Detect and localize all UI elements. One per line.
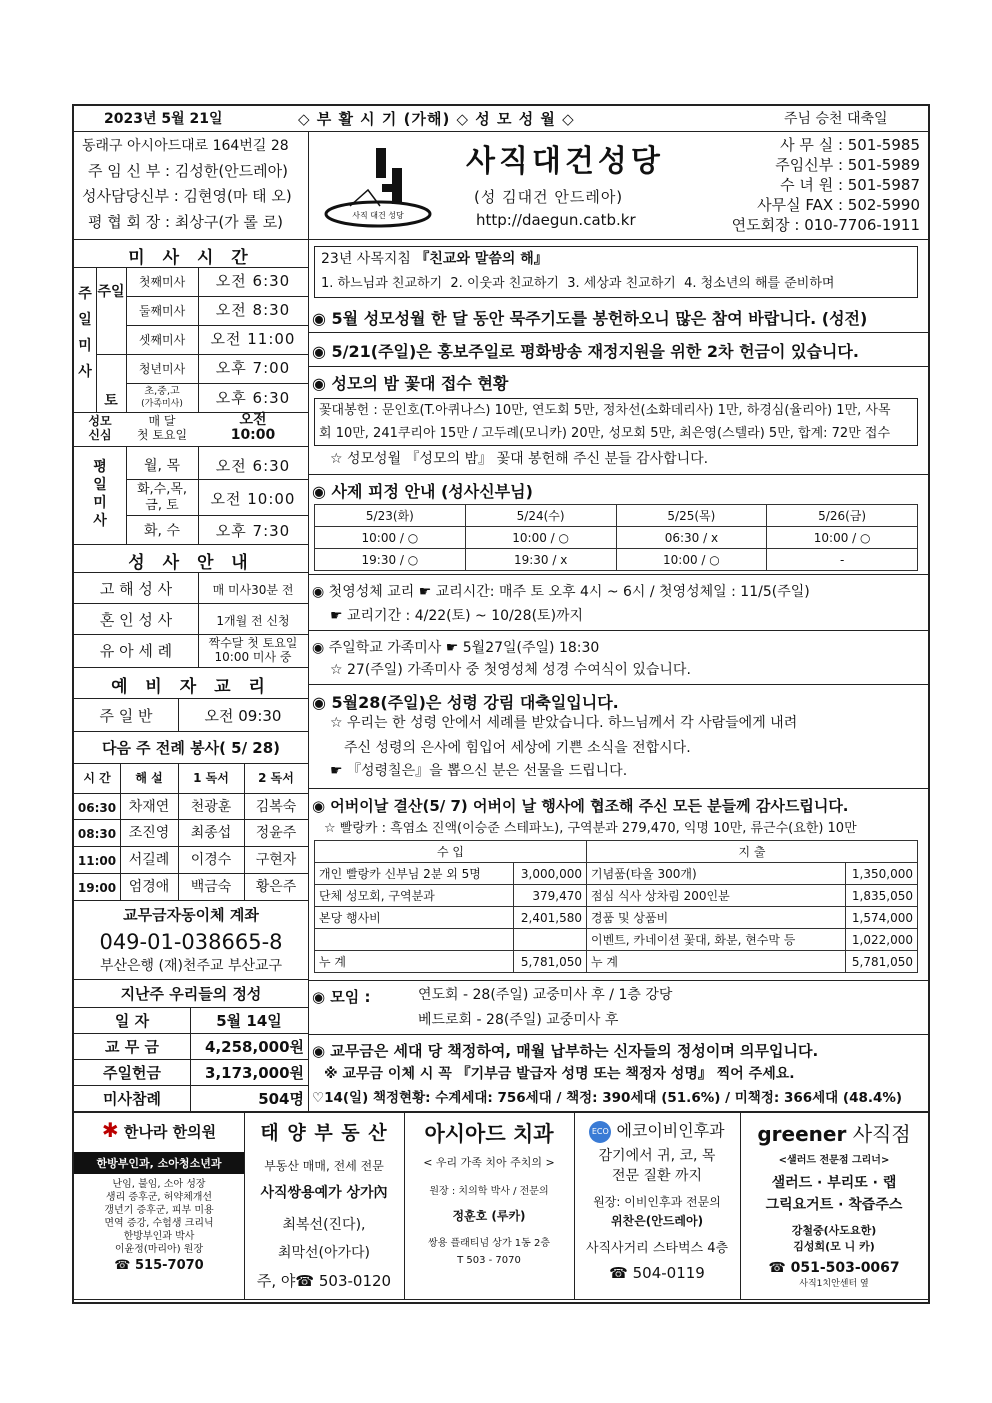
tithe-label: 교 무 금 — [105, 1038, 159, 1056]
sunday-school-line: ☆ 27(주일) 가족미사 중 첫영성체 성경 수여식이 있습니다. — [330, 662, 691, 678]
phone-office: 사 무 실 : 501-5985 — [780, 136, 920, 154]
tithe-notice: ◉ 교무금은 세대 당 책정하여, 매월 납부하는 신자들의 정성이며 의무입니다. — [312, 1042, 819, 1060]
servers-row-reader2: 황은주 — [255, 879, 297, 895]
servers-row-time: 06:30 — [77, 801, 117, 815]
devotion-label: 성모 신심 — [88, 414, 112, 442]
phone-list — [732, 135, 920, 235]
saturday-mass-time: 오후 6:30 — [215, 389, 291, 407]
parents-day-palanca: ☆ 빨랑카 : 흑염소 진액(이승준 스테파노), 구역분과 279,470, 익명 10만, 류근수(요한) 10만 — [324, 821, 857, 836]
sunday-collection-value: 3,173,000원 — [205, 1064, 304, 1082]
eco-logo-icon: ECO — [589, 1121, 611, 1143]
mass-time-2: 오전 8:30 — [215, 301, 291, 319]
flower-title: ◉ 성모의 밤 꽃대 접수 현황 — [312, 374, 509, 393]
baptism-label: 유 아 세 례 — [99, 642, 173, 660]
servers-title: 다음 주 전례 봉사( 5/ 28) — [101, 739, 281, 757]
parish-patron: (성 김대건 안드레아) — [474, 188, 624, 206]
servers-row-commentator: 차재연 — [128, 799, 170, 815]
ad-taeyang-realestate: 태 양 부 동 산 부동산 매매, 전세 전문 사직쌍용예가 상가內 최복선(진다), 최막선(아가다) 주, 야☎ 503-0120 — [256, 1122, 392, 1290]
servers-row-time: 19:00 — [77, 881, 117, 895]
motto-items: 1. 하느님과 친교하기 2. 이웃과 친교하기 3. 세상과 친교하기 4. 청소년의 해를 준비하며 — [321, 276, 835, 291]
flower-icon: ✱ — [101, 1118, 119, 1142]
flower-thanks: ☆ 성모성월 『성모의 밤』 꽃대 봉헌해 주신 분들 감사합니다. — [330, 451, 709, 467]
weekday-time-2: 오전 10:00 — [210, 490, 296, 508]
servers-header-reading1: 1 독서 — [193, 771, 229, 785]
feast-day: 주님 승천 대축일 — [784, 111, 888, 127]
parents-day-title: ◉ 어버이날 결산(5/ 7) 어버이 날 행사에 협조해 주신 모든 분들께 감사드립니다. — [312, 797, 849, 815]
tithe-value: 4,258,000원 — [205, 1038, 304, 1056]
saturday-label: 토 — [104, 393, 118, 409]
meeting-2: 베드로회 - 28(주일) 교중미사 후 — [418, 1012, 619, 1028]
sunday-mass-label: 주일미사 — [78, 286, 92, 380]
servers-row-reader1: 천광훈 — [190, 799, 232, 815]
mass-name-4: 청년미사 — [138, 362, 186, 376]
servers-row-commentator: 서길례 — [128, 852, 170, 868]
pastoral-motto-box — [314, 246, 918, 298]
ad-greener: greener 사직점 <샐러드 전문점 그리너> 샐러드 · 부리또 · 랩 그릭요거트 · 착즙주스 강철중(사도요한) 김성희(모 니 카) ☎ 051-503-0067 사직1치안센터 옆 — [757, 1122, 911, 1289]
servers-row-reader2: 김복숙 — [255, 799, 297, 815]
servers-row-reader2: 구현자 — [255, 852, 297, 868]
devotion-day: 매 달 첫 토요일 — [136, 414, 188, 442]
mass-name-2: 둘째미사 — [138, 304, 186, 318]
settlement-table: 수 입 지 출 개인 빨랑카 신부님 2분 외 5명 3,000,000 기념품(타올 300개) 1,350,000 단체 성모회, 구역분과 379,470 점심 식사 상차림 200인분 1,835,050 본당 행사비 2,401,580 경품 및 상품비 1,574,000 이벤트, 카네이션 꽃대, 화분, 현수막 등 1,022,000 누 계 5,781,050 누 계 5,781,050 — [314, 840, 918, 973]
baptism-value: 짝수달 첫 토요일 10:00 미사 중 — [208, 636, 298, 664]
marriage-value: 1개월 전 신청 — [216, 614, 290, 628]
meeting-1: 연도회 - 28(주일) 교중미사 후 / 1층 강당 — [418, 987, 673, 1003]
pentecost-title: ◉ 5월28(주일)은 성령 강림 대축일입니다. — [312, 693, 619, 712]
phone-pastor: 주임신부 : 501-5989 — [775, 156, 920, 174]
pentecost-line-2: 주신 성령의 은사에 힘입어 세상에 기쁜 소식을 전합시다. — [344, 740, 691, 756]
assistant-priest: 성사담당신부 : 김현영(마 태 오) — [82, 187, 292, 205]
confession-value: 매 미사30분 전 — [212, 583, 294, 597]
account-title: 교무금자동이체 계좌 — [123, 906, 259, 924]
phone-fax: 사무실 FAX : 502-5990 — [757, 196, 920, 214]
weekday-day-2: 화,수,목, 금, 토 — [136, 482, 188, 513]
servers-row-reader1: 백금숙 — [190, 879, 232, 895]
meeting-label: ◉ 모임 : — [312, 988, 371, 1006]
weekday-mass-label: 평일미사 — [93, 459, 107, 529]
bulletin-page — [72, 104, 930, 1304]
council-president: 평 협 회 장 : 최상구(가 롤 로) — [88, 213, 284, 231]
bulletin-date: 2023년 5월 21일 — [104, 111, 223, 127]
sunday-collection-label: 주일헌금 — [103, 1064, 161, 1082]
sunday-school-title: ◉ 주일학교 가족미사 ☛ 5월27일(주일) 18:30 — [312, 640, 600, 656]
offering-title: 지난주 우리들의 정성 — [120, 985, 262, 1003]
servers-row-reader2: 정윤주 — [255, 825, 297, 841]
sacraments-title: 성 사 안 내 — [128, 553, 254, 573]
servers-row-reader1: 최종섭 — [190, 825, 232, 841]
weekday-day-3: 화, 수 — [144, 523, 180, 539]
mass-times-title: 미 사 시 간 — [128, 248, 254, 268]
marriage-label: 혼 인 성 사 — [99, 611, 173, 629]
servers-header-time: 시 간 — [83, 771, 111, 785]
offering-date-label: 일 자 — [114, 1012, 150, 1030]
weekday-day-1: 월, 목 — [144, 458, 180, 474]
saturday-mass-name: 초,중,고 (가족미사) — [141, 386, 183, 409]
first-communion-period: ☛ 교리기간 : 4/22(토) ~ 10/28(토)까지 — [330, 608, 584, 624]
catechumen-time: 오전 09:30 — [204, 707, 282, 725]
account-number: 049-01-038665-8 — [99, 930, 283, 954]
retreat-table: 5/23(화) 5/24(수) 5/25(목) 5/26(금) 10:00 / ○ 10:00 / ○ 06:30 / x 10:00 / ○ 19:30 / ○ 19:30 / x 10:00 / ○ - — [314, 504, 918, 571]
devotion-time: 오전 10:00 — [230, 412, 276, 443]
servers-row-reader1: 이경수 — [190, 852, 232, 868]
attendance-label: 미사참례 — [103, 1090, 161, 1108]
attendance-value: 504명 — [258, 1090, 304, 1108]
parish-name: 사직대건성당 — [466, 144, 664, 179]
ad-hannara-clinic: ✱ 한나라 한의원 한방부인과, 소아청소년과 난임, 불임, 소아 성장 생리 증후군, 허약체개선 갱년기 증후군, 피부 미용 면역 증강, 수험생 크리닉 한방부인과 박사 이윤정(마리아) 원장 ☎ 515-7070 — [74, 1118, 244, 1273]
confession-label: 고 해 성 사 — [99, 580, 173, 598]
parish-url[interactable]: http://daegun.catb.kr — [476, 211, 636, 229]
parish-address: 동래구 아시아드대로 164번길 28 — [82, 138, 289, 154]
servers-row-commentator: 엄경애 — [128, 879, 170, 895]
pentecost-line-1: ☆ 우리는 한 성령 안에서 세례를 받았습니다. 하느님께서 각 사람들에게 내려 — [330, 715, 798, 731]
ad-eco-ent-clinic: ECO 에코이비인후과 감기에서 귀, 코, 목 전문 질환 까지 원장: 이비인후과 전문의 위찬은(안드레아) 사직사거리 스타벅스 4층 ☎ 504-0119 — [585, 1121, 729, 1282]
mass-name-3: 셋째미사 — [138, 333, 186, 347]
first-communion-title: ◉ 첫영성체 교리 ☛ 교리시간: 매주 토 오후 4시 ~ 6시 / 첫영성체일 : 11/5(주일) — [312, 584, 810, 600]
pentecost-line-3: ☛ 『성령칠은』을 뽑으신 분은 선물을 드립니다. — [330, 763, 628, 779]
liturgical-season: ◇ 부 활 시 기 (가해) ◇ 성 모 성 월 ◇ — [298, 110, 575, 128]
catechumen-class: 주 일 반 — [99, 707, 153, 725]
servers-row-time: 11:00 — [77, 854, 117, 868]
servers-header-reading2: 2 독서 — [258, 771, 294, 785]
weekday-time-3: 오후 7:30 — [215, 522, 291, 540]
account-bank: 부산은행 (재)천주교 부산교구 — [99, 958, 283, 974]
expense-header: 지 출 — [587, 841, 918, 863]
pastor-name: 주 임 신 부 : 김성한(안드레아) — [88, 162, 288, 180]
phone-convent: 수 녀 원 : 501-5987 — [780, 176, 920, 194]
servers-row-commentator: 조진영 — [128, 825, 170, 841]
servers-header-commentary: 해 설 — [135, 771, 163, 785]
notice-rosary: ◉ 5월 성모성월 한 달 동안 묵주기도를 봉헌하오니 많은 참여 바랍니다. (성전) — [312, 309, 868, 328]
offering-date-value: 5월 14일 — [216, 1012, 282, 1030]
catechumen-title: 예 비 자 교 리 — [111, 677, 271, 697]
ad-asiad-dental: 아시아드 치과 < 우리 가족 치아 주치의 > 원장 : 치의학 박사 / 전문의 정훈호 (루카) 쌍용 플래티넘 상가 1동 2층 T 503 - 7070 — [423, 1122, 555, 1266]
weekday-time-1: 오전 6:30 — [215, 457, 291, 475]
mass-name-1: 첫째미사 — [138, 275, 186, 289]
notice-media-sunday: ◉ 5/21(주일)은 홍보주일로 평화방송 재정지원을 위한 2차 헌금이 있습니다. — [312, 342, 859, 361]
servers-row-time: 08:30 — [77, 827, 117, 841]
mass-time-3: 오전 11:00 — [210, 330, 296, 348]
tithe-status: ♡14(일) 책정현황: 수계세대: 756세대 / 책정: 390세대 (51.6%) / 미책정: 366세대 (48.4%) — [312, 1090, 903, 1106]
income-header: 수 입 — [315, 841, 587, 863]
mass-time-4: 오후 7:00 — [215, 359, 291, 377]
sunday-label: 주일 — [97, 284, 125, 300]
retreat-title: ◉ 사제 피정 안내 (성사신부님) — [312, 482, 533, 501]
logo-caption: 사직 대건 성당 — [352, 211, 404, 220]
phone-council: 연도회장 : 010-7706-1911 — [731, 216, 920, 234]
parish-logo-icon — [320, 138, 438, 230]
motto-title: 23년 사목지침 『친교와 말씀의 해』 — [321, 251, 548, 267]
mass-time-1: 오전 6:30 — [215, 272, 291, 290]
tithe-transfer-notice: ※ 교무금 이체 시 꼭 『기부금 발급자 성명 또는 책정자 성명』 찍어 주세요. — [324, 1066, 795, 1082]
flower-box: 꽃대봉헌 : 문인호(T.아퀴나스) 10만, 연도회 5만, 정차선(소화데리사) 1만, 하경심(율리아) 1만, 사목 회 10만, 241쿠리아 15만 / 고두례(모니카) 20만, 성모회 5만, 최은영(스텔라) 5만, 합계: 72만 접수 — [314, 398, 918, 446]
